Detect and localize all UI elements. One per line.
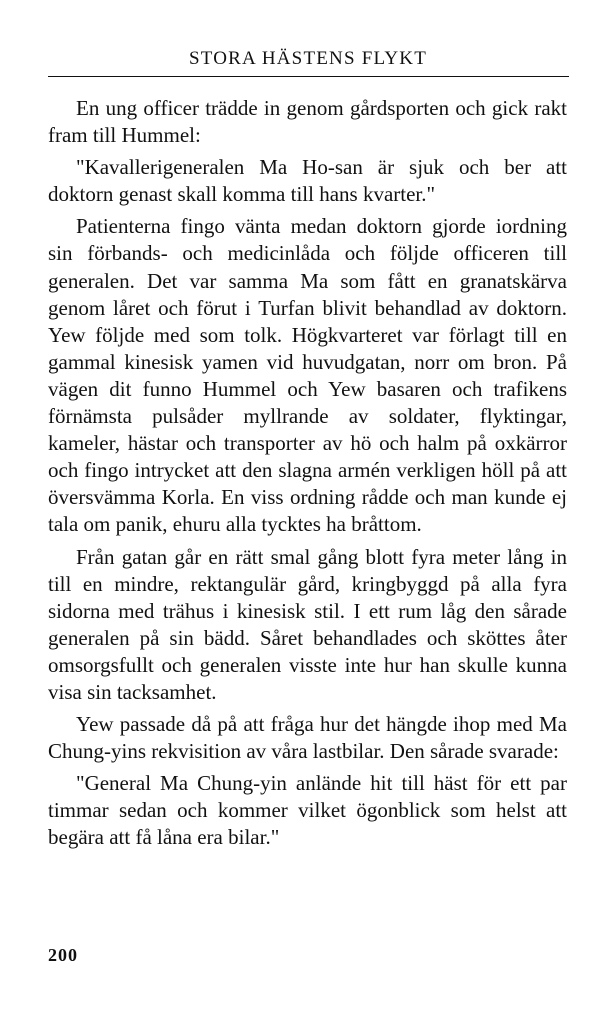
paragraph: "General Ma Chung-yin anlände hit till häst för ett par timmar sedan och kommer vilket ögonblick som helst att begära att få låna era bilar.": [48, 771, 567, 850]
paragraph: "Kavallerigeneralen Ma Ho-san är sjuk och ber att doktorn genast skall komma till hans kvarter.": [48, 155, 567, 207]
paragraph: Patienterna fingo vänta medan doktorn gjorde iordning sin förbands- och medicinlåda och följde officeren till generalen. Det var samma Ma som fått en granatskärva genom låret och förut i Turfan blivit behandlad av doktorn. Yew följde med som tolk. Högkvarteret var förlagt till en gammal kinesisk yamen vid huvudgatan, norr om bron. På vägen dit funno Hummel och Yew basaren och trafikens förnämsta pulsåder myllrande av soldater, flyktingar, kameler, hästar och transporter av hö och halm på oxkärror och fingo intrycket att den slagna armén verkligen höll på att översvämma Korla. En viss ordning rådde och man kunde ej tala om panik, ehuru alla tycktes ha bråttom.: [48, 214, 567, 537]
paragraph: Yew passade då på att fråga hur det hängde ihop med Ma Chung-yins rekvisition av våra lastbilar. Den sårade svarade:: [48, 712, 567, 764]
body-text: [48, 95, 567, 852]
page-number: 200: [48, 945, 78, 965]
paragraph: En ung officer trädde in genom gårdsporten och gick rakt fram till Hummel:: [48, 96, 567, 148]
header-rule: [48, 76, 569, 77]
paragraph: Från gatan går en rätt smal gång blott fyra meter lång in till en mindre, rektangulär gård, kringbyggd på alla fyra sidorna med trähus i kinesisk stil. I ett rum låg den sårade generalen på sin bädd. Såret behandlades och sköttes åter omsorgsfullt och generalen visste inte hur han skulle kunna visa sin tacksamhet.: [48, 544, 567, 704]
running-head: STORA HÄSTENS FLYKT: [188, 48, 428, 69]
